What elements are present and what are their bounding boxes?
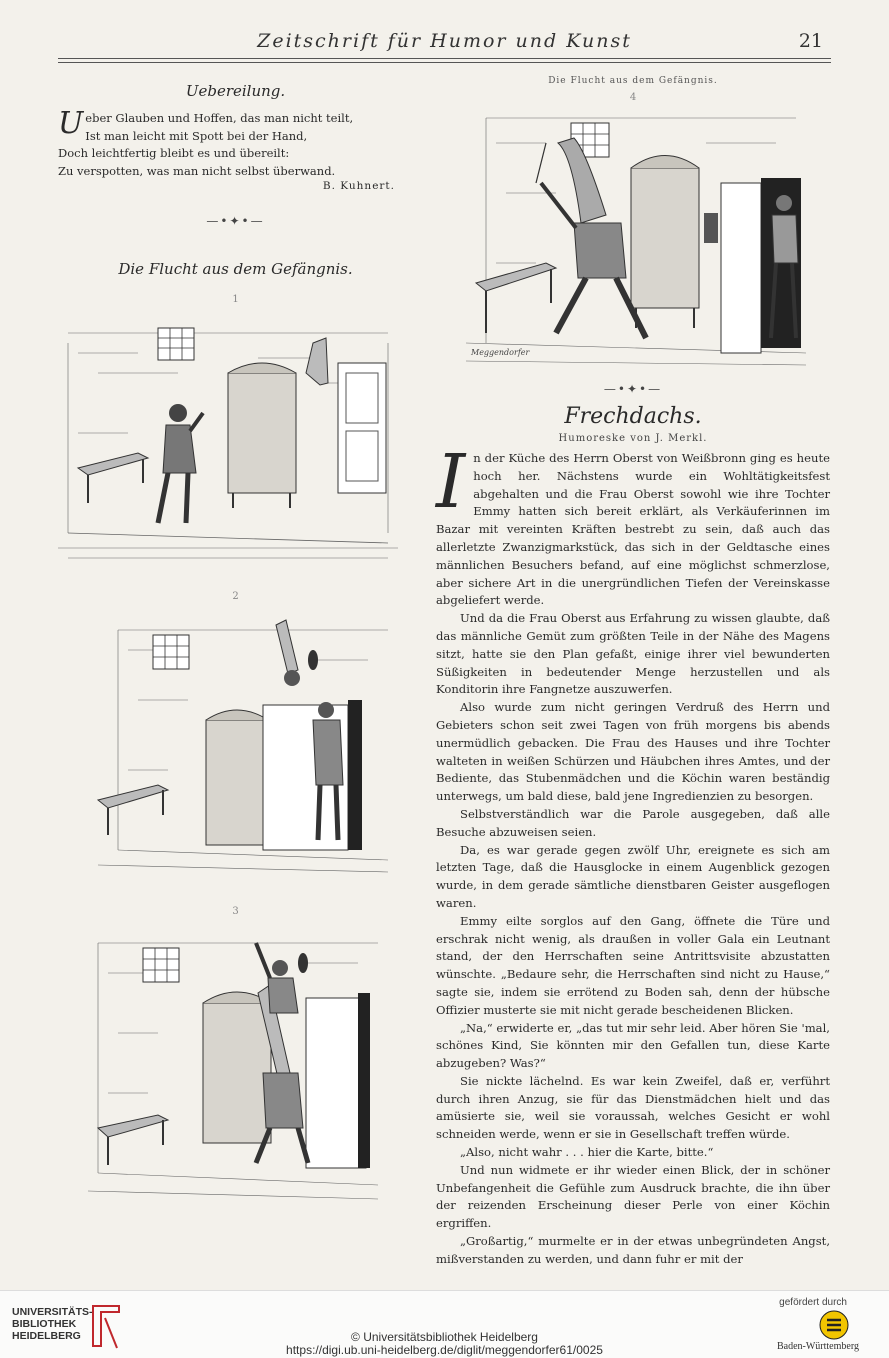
poem-line-1: eber Glauben und Hoffen, das man nicht teilt, bbox=[85, 111, 354, 125]
panel-number-1: 1 bbox=[232, 294, 239, 305]
story-paragraph-9: „Also, nicht wahr . . . hier die Karte, bitte.“ bbox=[460, 1145, 714, 1160]
baden-wuerttemberg-crest-icon[interactable] bbox=[819, 1310, 849, 1344]
story-title: Frechdachs. bbox=[564, 404, 702, 429]
poem-line-4: Zu verspotten, was man nicht selbst überwand. bbox=[58, 163, 336, 178]
poem-author: B. Kuhnert. bbox=[322, 180, 395, 192]
panel-number-4: 4 bbox=[629, 92, 637, 103]
permalink-url[interactable]: https://digi.ub.uni-heidelberg.de/diglit/meggendorfer61/0025 bbox=[286, 1343, 603, 1357]
story-paragraph-11: „Großartig,“ murmelte er in der etwas unbegründeten Angst, mißverstanden zu werden, und dann fuhr er mit der bbox=[436, 1234, 830, 1266]
comic-panel-2 bbox=[58, 610, 413, 880]
comic-title: Die Flucht aus dem Gefängnis. bbox=[118, 260, 353, 278]
story-paragraph-2: Und da die Frau Oberst aus Erfahrung zu wissen glaubte, daß das männliche Gemüt zum größten Teile in der Nähe des Magens sitzt, hatte sie den Plan gefaßt, einige ihrer viel bewunderten Süßigkeiten in bedeutender Menge herzustellen und als Konditorin ihre Fangnetze auszuwerfen. bbox=[436, 611, 830, 697]
story-paragraph-4: Selbstverständlich war die Parole ausgegeben, daß alle Besuche abzuweisen seien. bbox=[436, 806, 830, 839]
illustrator-signature: Meggendorfer bbox=[471, 348, 530, 357]
poem-body bbox=[58, 106, 413, 180]
logo-line-1: UNIVERSITÄTS- bbox=[12, 1306, 93, 1318]
header-rule-bottom bbox=[58, 62, 831, 63]
story-paragraph-8: Sie nickte lächelnd. Es war kein Zweifel, daß er, verführt durch ihren Anzug, sie für das Dienstmädchen hielt und das amüsierte sie, weil sie voraussah, welches Gesicht er wohl schneiden werde, wenn er sie in Gesellschaft treffen würde. bbox=[436, 1073, 830, 1142]
section-ornament: —•✦•— bbox=[603, 382, 663, 396]
comic-panel-3 bbox=[58, 923, 413, 1203]
page-number: 21 bbox=[798, 30, 823, 52]
story-paragraph-5: Da, es war gerade gegen zwölf Uhr, ereignete es sich am letzten Tage, daß die Hausglocke in einem Augenblick gezogen wurde, in dem gerade sämtliche dienstbaren Geister ausgeflogen waren. bbox=[436, 842, 830, 910]
right-column bbox=[436, 70, 830, 1269]
comic-panel-4 bbox=[436, 103, 830, 368]
left-column bbox=[58, 70, 413, 1203]
poem-end-ornament: —•✦•— bbox=[206, 214, 265, 228]
panel-number-2: 2 bbox=[232, 591, 239, 602]
panel-number-3: 3 bbox=[232, 906, 239, 917]
story-paragraph-6: Emmy eilte sorglos auf den Gang, öffnete die Türe und erschrak nicht wenig, als draußen in voller Gala ein Leutnant stand, der den Herrschaften seine Antrittsvisite abzustatten wünschte. „Bedaure sehr, die Herrschaften sind nicht zu Hause,“ sagte sie, indem sie errötend zu Boden sah, denn der hübsche Offizier musterte sie mit nicht gerade bescheidenen Blicken. bbox=[436, 913, 830, 1017]
poem-title: Uebereilung. bbox=[185, 82, 286, 100]
story-dropcap: I bbox=[436, 439, 466, 525]
magazine-header-title: Zeitschrift für Humor und Kunst bbox=[257, 30, 632, 52]
poem-dropcap: U bbox=[58, 106, 84, 141]
story-paragraph-7: „Na,“ erwiderte er, „das tut mir sehr leid. Aber hören Sie 'mal, schönes Kind, Sie könnten mir den Gefallen tun, diese Karte abzugeben? Was?“ bbox=[436, 1020, 830, 1071]
header-rule-top bbox=[58, 58, 831, 59]
story-body bbox=[436, 439, 830, 1269]
comic-panel-1 bbox=[58, 313, 413, 563]
story-paragraph-10: Und nun widmete er ihr wieder einen Blick, der in schöner Unbefangenheit die Gefühle zum Ausdruck brachte, die ihn über der reizenden Erscheinung dieser Perle von einer Köchin ergriffen. bbox=[436, 1162, 830, 1231]
funder-name: Baden-Württemberg bbox=[776, 1341, 859, 1352]
logo-line-2: BIBLIOTHEK bbox=[12, 1318, 77, 1330]
story-paragraph-1: n der Küche des Herrn Oberst von Weißbronn ging es heute hoch her. Nächstens wurde ein Wohltätigkeitsfest abgehalten und die Frau Oberst sowohl wie ihre Tochter Emmy hatten sich bereit erklärt, als Verkäuferinnen im Bazar mit vereinten Kräften bestrebt zu sein, daß auch das allerletzte Zwanzigmarkstück, das sich in der Geldtasche eines männlichen Besuchers befand, auf eine möglichst schmerzlose, aber sichere Art in die unergründlichen Tiefen der Vereinskasse abgeliefert werde. bbox=[436, 451, 830, 608]
story-paragraph-3: Also wurde zum nicht geringen Verdruß des Herrn und Gebieters schon seit zwei Tagen von früh morgens bis abends unermüdlich gebacken. Die Frau des Hauses und ihre Tochter walteten in weißen Schürzen und Häubchen ihres Amtes, und der Bediente, das Stubenmädchen und die Köchin waren beständig unterwegs, um bald diese, bald jene Ingredienzien zu besorgen. bbox=[436, 700, 830, 804]
funded-by-label: gefördert durch bbox=[779, 1297, 847, 1308]
logo-line-3: HEIDELBERG bbox=[12, 1330, 81, 1342]
poem-line-2: Ist man leicht mit Spott bei der Hand, bbox=[85, 128, 308, 143]
story-subtitle: Humoreske von J. Merkl. bbox=[558, 433, 708, 444]
copyright-notice: © Universitätsbibliothek Heidelberg bbox=[351, 1330, 538, 1344]
poem-line-3: Doch leichtfertig bleibt es und übereilt: bbox=[58, 146, 290, 160]
comic-continued-caption: Die Flucht aus dem Gefängnis. bbox=[548, 76, 718, 86]
